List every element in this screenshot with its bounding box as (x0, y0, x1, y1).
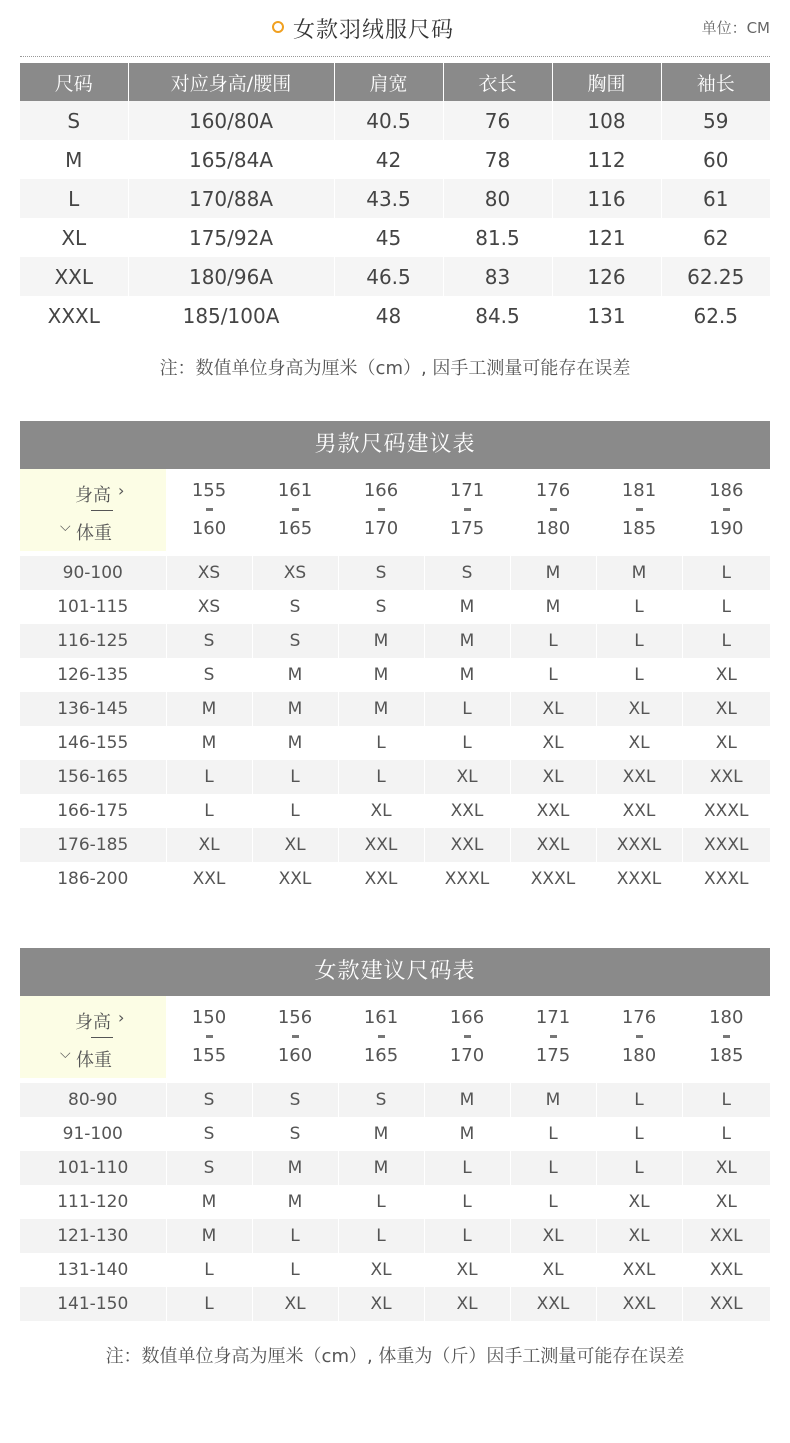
size-cell: L (510, 1117, 596, 1151)
table-cell: XXXL (20, 296, 128, 335)
table-cell: 43.5 (334, 179, 443, 218)
women-size-table (20, 996, 770, 1321)
height-max: 175 (535, 1045, 571, 1066)
column-header: 尺码 (20, 63, 128, 101)
size-cell: M (510, 590, 596, 624)
size-cell: M (424, 590, 510, 624)
table-row (20, 1185, 770, 1219)
men-table-title: 男款尺码建议表 (20, 421, 770, 469)
column-header: 胸围 (552, 63, 661, 101)
table-row (20, 218, 770, 257)
size-cell: L (338, 726, 424, 760)
weight-range: 116-125 (20, 624, 166, 658)
size-cell: L (510, 1185, 596, 1219)
table-cell: 40.5 (334, 101, 443, 140)
weight-range: 121-130 (20, 1219, 166, 1253)
height-min: 176 (621, 1007, 657, 1028)
size-cell: XL (682, 692, 770, 726)
divider-line (91, 1037, 113, 1038)
table-cell: 76 (443, 101, 552, 140)
size-cell: L (252, 794, 338, 828)
table-cell: 131 (552, 296, 661, 335)
dotted-divider (20, 56, 770, 57)
weight-range: 136-145 (20, 692, 166, 726)
table-row (20, 760, 770, 794)
men-size-table (20, 469, 770, 896)
weight-range: 141-150 (20, 1287, 166, 1321)
height-min: 171 (535, 1007, 571, 1028)
height-max: 160 (277, 1045, 313, 1066)
size-cell: S (338, 556, 424, 590)
height-min: 171 (449, 480, 485, 501)
size-cell: M (510, 1083, 596, 1117)
table-cell: 175/92A (128, 218, 334, 257)
column-header: 衣长 (443, 63, 552, 101)
size-cell: L (596, 658, 682, 692)
size-cell: XL (510, 1253, 596, 1287)
table-cell: 62 (661, 218, 770, 257)
dash-icon (206, 1035, 213, 1038)
weight-range: 126-135 (20, 658, 166, 692)
size-cell: XL (596, 1185, 682, 1219)
table-row (20, 1219, 770, 1253)
table-cell: 48 (334, 296, 443, 335)
size-cell: M (424, 658, 510, 692)
women-table-title: 女款建议尺码表 (20, 948, 770, 996)
height-header-row (20, 469, 770, 551)
table-cell: 121 (552, 218, 661, 257)
height-max: 185 (621, 518, 657, 539)
size-cell: XXL (510, 794, 596, 828)
height-label: 身高 (75, 1012, 111, 1033)
height-max: 180 (621, 1045, 657, 1066)
height-range (510, 996, 596, 1078)
size-cell: M (252, 1151, 338, 1185)
table-cell: 84.5 (443, 296, 552, 335)
weight-range: 166-175 (20, 794, 166, 828)
size-cell: M (338, 624, 424, 658)
height-label: 身高 (75, 485, 111, 506)
size-cell: L (166, 794, 252, 828)
size-cell: XL (424, 1253, 510, 1287)
column-header: 袖长 (661, 63, 770, 101)
size-cell: M (424, 624, 510, 658)
height-range (252, 996, 338, 1078)
height-min: 156 (277, 1007, 313, 1028)
women-note: 注：数值单位身高为厘米（cm）, 体重为（斤）因手工测量可能存在误差 (105, 1346, 685, 1367)
size-cell: L (596, 1151, 682, 1185)
size-cell: L (252, 1253, 338, 1287)
table-row (20, 726, 770, 760)
dash-icon (550, 508, 557, 511)
weight-label: 体重 (76, 1050, 112, 1071)
page-title: 女款羽绒服尺码 (293, 18, 455, 43)
size-cell: XL (338, 1287, 424, 1321)
size-cell: XL (682, 1151, 770, 1185)
weight-range: 176-185 (20, 828, 166, 862)
dash-icon (378, 508, 385, 511)
size-cell: L (510, 658, 596, 692)
size-cell: S (166, 1083, 252, 1117)
table-cell: 60 (661, 140, 770, 179)
height-range (338, 996, 424, 1078)
size-cell: L (166, 1253, 252, 1287)
size-cell: L (424, 1151, 510, 1185)
corner-cell (20, 469, 166, 551)
table-row (20, 624, 770, 658)
size-cell: XL (424, 1287, 510, 1321)
size-cell: XL (510, 1219, 596, 1253)
size-cell: XXL (596, 1287, 682, 1321)
size-cell: XXL (252, 862, 338, 896)
table-row (20, 862, 770, 896)
height-min: 150 (191, 1007, 227, 1028)
size-cell: S (166, 1117, 252, 1151)
size-cell: XXXL (682, 828, 770, 862)
size-cell: L (682, 590, 770, 624)
size-cell: M (252, 726, 338, 760)
height-range (166, 996, 252, 1078)
size-cell: M (252, 692, 338, 726)
size-cell: XS (252, 556, 338, 590)
size-table-header (20, 63, 770, 101)
table-cell: 42 (334, 140, 443, 179)
table-row (20, 794, 770, 828)
dash-icon (550, 1035, 557, 1038)
weight-range: 90-100 (20, 556, 166, 590)
size-cell: L (596, 1117, 682, 1151)
chevron-right-icon: › (118, 481, 125, 500)
height-max: 175 (449, 518, 485, 539)
table-cell: M (20, 140, 128, 179)
weight-range: 101-115 (20, 590, 166, 624)
size-cell: L (510, 1151, 596, 1185)
height-range (596, 469, 682, 551)
size-cell: L (682, 556, 770, 590)
corner-cell (20, 996, 166, 1078)
size-cell: XL (596, 692, 682, 726)
table-row (20, 658, 770, 692)
size-table (20, 63, 770, 335)
table-cell: 62.25 (661, 257, 770, 296)
size-cell: S (338, 1083, 424, 1117)
size-cell: S (166, 658, 252, 692)
size-cell: M (166, 1219, 252, 1253)
height-range (424, 996, 510, 1078)
height-max: 165 (363, 1045, 399, 1066)
size-cell: M (424, 1117, 510, 1151)
height-range (338, 469, 424, 551)
weight-range: 111-120 (20, 1185, 166, 1219)
size-cell: L (338, 760, 424, 794)
dash-icon (292, 508, 299, 511)
dash-icon (378, 1035, 385, 1038)
size-cell: XXXL (682, 862, 770, 896)
size-cell: XL (338, 1253, 424, 1287)
table-cell: 170/88A (128, 179, 334, 218)
size-cell: XL (596, 1219, 682, 1253)
table-row (20, 1151, 770, 1185)
size-cell: XL (682, 726, 770, 760)
height-max: 185 (709, 1045, 744, 1066)
size-cell: XXL (596, 794, 682, 828)
weight-range: 131-140 (20, 1253, 166, 1287)
size-cell: S (252, 1117, 338, 1151)
height-range (682, 469, 770, 551)
size-cell: XXL (682, 1287, 770, 1321)
size-cell: M (252, 1185, 338, 1219)
table-cell: 112 (552, 140, 661, 179)
table-row (20, 1253, 770, 1287)
height-min: 176 (535, 480, 571, 501)
height-range (424, 469, 510, 551)
dash-icon (292, 1035, 299, 1038)
size-cell: M (510, 556, 596, 590)
height-min: 161 (277, 480, 313, 501)
size-cell: M (252, 658, 338, 692)
size-cell: XXL (682, 1219, 770, 1253)
weight-range: 146-155 (20, 726, 166, 760)
size-cell: XXL (682, 1253, 770, 1287)
size-cell: XXXL (596, 828, 682, 862)
dash-icon (464, 1035, 471, 1038)
size-cell: XXXL (596, 862, 682, 896)
weight-range: 101-110 (20, 1151, 166, 1185)
size-cell: XXL (424, 828, 510, 862)
size-cell: XXL (510, 828, 596, 862)
chevron-down-icon: ⌵ (60, 1046, 71, 1062)
table-cell: S (20, 101, 128, 140)
size-cell: XXL (338, 862, 424, 896)
unit-label: 单位：CM (701, 19, 770, 37)
size-cell: XXL (596, 760, 682, 794)
table-cell: 108 (552, 101, 661, 140)
height-max: 155 (191, 1045, 227, 1066)
table-row (20, 828, 770, 862)
table-cell: XXL (20, 257, 128, 296)
table-row (20, 101, 770, 140)
size-cell: XXL (596, 1253, 682, 1287)
size-cell: XL (166, 828, 252, 862)
size-cell: L (682, 1117, 770, 1151)
size-cell: XXL (682, 760, 770, 794)
size-cell: L (682, 624, 770, 658)
table-cell: 180/96A (128, 257, 334, 296)
height-min: 161 (363, 1007, 399, 1028)
weight-label: 体重 (76, 523, 112, 544)
height-min: 166 (449, 1007, 485, 1028)
height-range (596, 996, 682, 1078)
height-min: 180 (709, 1007, 744, 1028)
height-range (510, 469, 596, 551)
height-max: 160 (191, 518, 227, 539)
size-cell: XXL (424, 794, 510, 828)
table-row (20, 140, 770, 179)
height-max: 170 (363, 518, 399, 539)
size-cell: S (166, 624, 252, 658)
height-max: 180 (535, 518, 571, 539)
size-cell: XL (252, 1287, 338, 1321)
size-cell: S (166, 1151, 252, 1185)
weight-range: 156-165 (20, 760, 166, 794)
size-cell: XL (424, 760, 510, 794)
table-cell: L (20, 179, 128, 218)
size-cell: M (424, 1083, 510, 1117)
size-cell: L (596, 624, 682, 658)
size-cell: XL (510, 692, 596, 726)
table-row (20, 257, 770, 296)
table-row (20, 1287, 770, 1321)
table-cell: 160/80A (128, 101, 334, 140)
size-cell: L (596, 590, 682, 624)
size-cell: L (424, 1219, 510, 1253)
size-cell: L (682, 1083, 770, 1117)
dash-icon (636, 508, 643, 511)
size-cell: S (252, 624, 338, 658)
divider-line (91, 510, 113, 511)
height-max: 165 (277, 518, 313, 539)
size-cell: XL (682, 1185, 770, 1219)
chevron-right-icon: › (118, 1008, 125, 1027)
table-row (20, 1117, 770, 1151)
table-row (20, 296, 770, 335)
table-cell: 81.5 (443, 218, 552, 257)
size-cell: M (166, 726, 252, 760)
table-cell: 165/84A (128, 140, 334, 179)
size-cell: XL (510, 760, 596, 794)
table-cell: XL (20, 218, 128, 257)
size-cell: L (424, 1185, 510, 1219)
circle-icon (272, 21, 284, 33)
size-cell: M (338, 1117, 424, 1151)
size-cell: S (338, 590, 424, 624)
dash-icon (464, 508, 471, 511)
table-cell: 45 (334, 218, 443, 257)
height-max: 190 (709, 518, 744, 539)
height-min: 186 (709, 480, 744, 501)
height-range (166, 469, 252, 551)
weight-range: 91-100 (20, 1117, 166, 1151)
table-cell: 80 (443, 179, 552, 218)
size-cell: XL (682, 658, 770, 692)
size-note: 注：数值单位身高为厘米（cm）, 因手工测量可能存在误差 (159, 358, 631, 379)
column-header: 肩宽 (334, 63, 443, 101)
height-range (682, 996, 770, 1078)
table-cell: 59 (661, 101, 770, 140)
size-cell: M (338, 1151, 424, 1185)
table-cell: 185/100A (128, 296, 334, 335)
size-cell: M (338, 692, 424, 726)
size-cell: S (424, 556, 510, 590)
size-cell: XXL (510, 1287, 596, 1321)
size-cell: L (424, 692, 510, 726)
size-cell: XS (166, 556, 252, 590)
size-cell: L (338, 1219, 424, 1253)
size-cell: M (596, 556, 682, 590)
size-cell: XL (338, 794, 424, 828)
table-cell: 62.5 (661, 296, 770, 335)
table-cell: 46.5 (334, 257, 443, 296)
table-row (20, 179, 770, 218)
size-cell: XL (510, 726, 596, 760)
size-cell: L (166, 1287, 252, 1321)
weight-range: 80-90 (20, 1083, 166, 1117)
weight-range: 186-200 (20, 862, 166, 896)
table-row (20, 556, 770, 590)
size-cell: XS (166, 590, 252, 624)
size-cell: M (166, 692, 252, 726)
size-cell: M (338, 658, 424, 692)
size-cell: L (510, 624, 596, 658)
table-cell: 78 (443, 140, 552, 179)
size-cell: XXXL (424, 862, 510, 896)
size-cell: XL (596, 726, 682, 760)
table-cell: 126 (552, 257, 661, 296)
size-cell: M (166, 1185, 252, 1219)
height-min: 166 (363, 480, 399, 501)
table-cell: 61 (661, 179, 770, 218)
table-cell: 83 (443, 257, 552, 296)
table-row (20, 1083, 770, 1117)
chevron-down-icon: ⌵ (60, 519, 71, 535)
size-cell: XXL (166, 862, 252, 896)
height-max: 170 (449, 1045, 485, 1066)
dash-icon (723, 508, 730, 511)
table-row (20, 692, 770, 726)
dash-icon (636, 1035, 643, 1038)
size-cell: L (252, 760, 338, 794)
size-cell: L (252, 1219, 338, 1253)
size-cell: XXL (338, 828, 424, 862)
size-cell: S (252, 1083, 338, 1117)
size-cell: XXXL (682, 794, 770, 828)
column-header: 对应身高/腰围 (128, 63, 334, 101)
size-cell: S (252, 590, 338, 624)
size-cell: XXXL (510, 862, 596, 896)
table-row (20, 590, 770, 624)
size-cell: L (596, 1083, 682, 1117)
height-min: 181 (621, 480, 657, 501)
dash-icon (723, 1035, 730, 1038)
height-range (252, 469, 338, 551)
size-cell: L (166, 760, 252, 794)
dash-icon (206, 508, 213, 511)
table-cell: 116 (552, 179, 661, 218)
height-min: 155 (191, 480, 227, 501)
size-cell: L (338, 1185, 424, 1219)
height-header-row (20, 996, 770, 1078)
size-cell: L (424, 726, 510, 760)
size-cell: XL (252, 828, 338, 862)
page-header (0, 10, 790, 44)
